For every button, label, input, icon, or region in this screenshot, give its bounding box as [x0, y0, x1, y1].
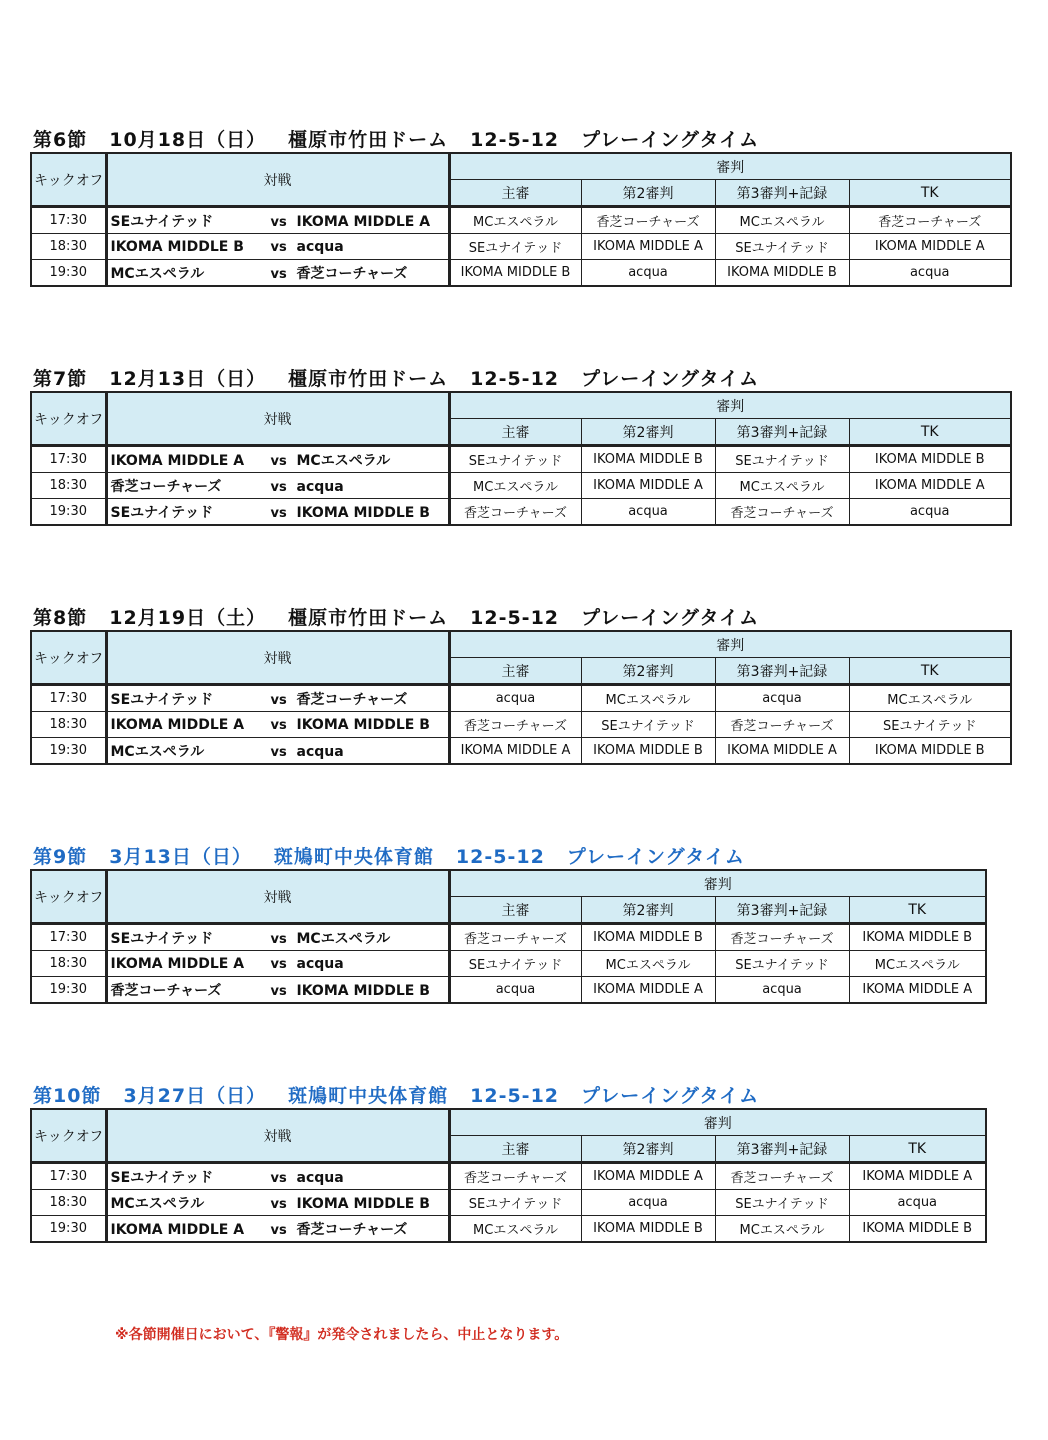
home-team: MCエスペラル: [110, 265, 205, 282]
home-team: IKOMA MIDDLE A: [110, 955, 245, 972]
kickoff-time: 18:30: [31, 951, 106, 977]
referees-header: 審判: [449, 392, 1011, 419]
kickoff-time: 19:30: [31, 1216, 106, 1243]
vs-label: vs: [270, 983, 287, 999]
table-row: [31, 446, 1011, 473]
table-row: [31, 977, 986, 1004]
tk-cell: IKOMA MIDDLE B: [849, 446, 1011, 473]
match-cell: [106, 977, 449, 1004]
second-referee: MCエスペラル: [581, 951, 715, 977]
home-team: 香芝コーチャーズ: [110, 478, 222, 495]
kickoff-time: 19:30: [31, 738, 106, 765]
vs-label: vs: [270, 505, 287, 521]
match-header: 対戦: [106, 392, 449, 446]
heading-format: 12-5-12: [470, 1085, 560, 1107]
vs-label: vs: [270, 1170, 287, 1186]
away-team: IKOMA MIDDLE B: [296, 716, 430, 733]
vs-label: vs: [270, 266, 287, 282]
second-referee: IKOMA MIDDLE A: [581, 1163, 715, 1190]
tk-cell: IKOMA MIDDLE A: [849, 977, 986, 1004]
away-team: 香芝コーチャーズ: [296, 1221, 408, 1238]
second-referee: IKOMA MIDDLE B: [581, 738, 715, 765]
chief-referee: SEユナイテッド: [449, 234, 581, 260]
tk-header: TK: [849, 180, 1011, 207]
kickoff-time: 19:30: [31, 977, 106, 1004]
table-row: [31, 260, 1011, 287]
kickoff-time: 17:30: [31, 446, 106, 473]
second-referee: 香芝コーチャーズ: [581, 207, 715, 234]
tk-cell: IKOMA MIDDLE B: [849, 924, 986, 951]
home-team: IKOMA MIDDLE A: [110, 1221, 245, 1238]
away-team: MCエスペラル: [296, 452, 391, 469]
second-referee: IKOMA MIDDLE A: [581, 473, 715, 499]
match-cell: [106, 207, 449, 234]
home-team: IKOMA MIDDLE A: [110, 716, 245, 733]
third-referee: SEユナイテッド: [715, 234, 849, 260]
away-team: MCエスペラル: [296, 930, 391, 947]
vs-label: vs: [270, 956, 287, 972]
tk-cell: SEユナイテッド: [849, 712, 1011, 738]
kickoff-time: 17:30: [31, 1163, 106, 1190]
third-referee: SEユナイテッド: [715, 1190, 849, 1216]
away-team: 香芝コーチャーズ: [296, 265, 408, 282]
match-header: 対戦: [106, 1109, 449, 1163]
match-cell: [106, 685, 449, 712]
table-row: [31, 1190, 986, 1216]
third-referee-header: 第3審判+記録: [715, 1136, 849, 1163]
second-referee-header: 第2審判: [581, 1136, 715, 1163]
third-referee: MCエスペラル: [715, 207, 849, 234]
heading-date: 12月13日（日）: [109, 368, 267, 390]
third-referee: MCエスペラル: [715, 473, 849, 499]
table-row: [31, 1163, 986, 1190]
second-referee-header: 第2審判: [581, 419, 715, 446]
vs-label: vs: [270, 744, 287, 760]
kickoff-time: 18:30: [31, 473, 106, 499]
chief-referee: IKOMA MIDDLE A: [449, 738, 581, 765]
chief-referee: acqua: [449, 685, 581, 712]
home-team: SEユナイテッド: [110, 213, 214, 230]
chief-referee: 香芝コーチャーズ: [449, 924, 581, 951]
kickoff-header: キックオフ: [31, 631, 106, 685]
chief-referee: SEユナイテッド: [449, 1190, 581, 1216]
away-team: IKOMA MIDDLE B: [296, 982, 430, 999]
match-cell: [106, 1190, 449, 1216]
away-team: acqua: [296, 1169, 344, 1186]
tk-cell: acqua: [849, 260, 1011, 287]
heading-time: プレーイングタイム: [566, 846, 745, 868]
round-heading: [33, 606, 1012, 630]
tk-cell: MCエスペラル: [849, 685, 1011, 712]
table-row: [31, 473, 1011, 499]
match-cell: [106, 499, 449, 526]
kickoff-header: キックオフ: [31, 1109, 106, 1163]
kickoff-time: 17:30: [31, 924, 106, 951]
table-row: [31, 951, 986, 977]
away-team: IKOMA MIDDLE B: [296, 1195, 430, 1212]
third-referee: IKOMA MIDDLE B: [715, 260, 849, 287]
tk-cell: IKOMA MIDDLE A: [849, 234, 1011, 260]
second-referee: IKOMA MIDDLE B: [581, 446, 715, 473]
match-cell: [106, 260, 449, 287]
third-referee-header: 第3審判+記録: [715, 180, 849, 207]
home-team: IKOMA MIDDLE A: [110, 452, 245, 469]
schedule-table: [30, 630, 1012, 765]
chief-referee: 香芝コーチャーズ: [449, 712, 581, 738]
tk-cell: 香芝コーチャーズ: [849, 207, 1011, 234]
round-section: [30, 367, 1012, 526]
match-header: 対戦: [106, 153, 449, 207]
home-team: SEユナイテッド: [110, 504, 214, 521]
chief-referee-header: 主審: [449, 419, 581, 446]
schedule-table: [30, 1108, 987, 1243]
heading-venue: 橿原市竹田ドーム: [288, 368, 449, 390]
vs-label: vs: [270, 479, 287, 495]
kickoff-time: 17:30: [31, 207, 106, 234]
chief-referee: 香芝コーチャーズ: [449, 1163, 581, 1190]
chief-referee: MCエスペラル: [449, 207, 581, 234]
chief-referee: IKOMA MIDDLE B: [449, 260, 581, 287]
heading-round: 第9節: [33, 846, 88, 868]
kickoff-time: 19:30: [31, 260, 106, 287]
heading-date: 10月18日（日）: [109, 129, 267, 151]
round-section: [30, 845, 987, 1004]
round-section: [30, 1084, 987, 1243]
away-team: acqua: [296, 955, 344, 972]
chief-referee: MCエスペラル: [449, 1216, 581, 1243]
match-cell: [106, 924, 449, 951]
chief-referee-header: 主審: [449, 180, 581, 207]
round-heading: [33, 845, 987, 869]
chief-referee: SEユナイテッド: [449, 951, 581, 977]
heading-date: 3月27日（日）: [123, 1085, 267, 1107]
kickoff-time: 17:30: [31, 685, 106, 712]
kickoff-time: 19:30: [31, 499, 106, 526]
chief-referee: 香芝コーチャーズ: [449, 499, 581, 526]
second-referee: acqua: [581, 260, 715, 287]
away-team: 香芝コーチャーズ: [296, 691, 408, 708]
chief-referee: MCエスペラル: [449, 473, 581, 499]
heading-venue: 橿原市竹田ドーム: [288, 607, 449, 629]
heading-time: プレーイングタイム: [581, 129, 760, 151]
kickoff-header: キックオフ: [31, 392, 106, 446]
table-row: [31, 712, 1011, 738]
round-heading: [33, 1084, 987, 1108]
home-team: SEユナイテッド: [110, 930, 214, 947]
away-team: acqua: [296, 743, 344, 760]
match-cell: [106, 712, 449, 738]
tk-header: TK: [849, 419, 1011, 446]
third-referee: 香芝コーチャーズ: [715, 499, 849, 526]
heading-format: 12-5-12: [470, 607, 560, 629]
tk-cell: acqua: [849, 1190, 986, 1216]
match-cell: [106, 446, 449, 473]
schedule-table: [30, 869, 987, 1004]
home-team: MCエスペラル: [110, 743, 205, 760]
second-referee: IKOMA MIDDLE A: [581, 234, 715, 260]
second-referee-header: 第2審判: [581, 180, 715, 207]
heading-round: 第6節: [33, 129, 88, 151]
second-referee-header: 第2審判: [581, 658, 715, 685]
match-cell: [106, 738, 449, 765]
third-referee: 香芝コーチャーズ: [715, 1163, 849, 1190]
kickoff-time: 18:30: [31, 1190, 106, 1216]
third-referee: acqua: [715, 977, 849, 1004]
heading-time: プレーイングタイム: [581, 607, 760, 629]
home-team: 香芝コーチャーズ: [110, 982, 222, 999]
schedule-table: [30, 391, 1012, 526]
away-team: acqua: [296, 478, 344, 495]
match-cell: [106, 473, 449, 499]
second-referee: IKOMA MIDDLE B: [581, 924, 715, 951]
home-team: IKOMA MIDDLE B: [110, 238, 244, 255]
heading-format: 12-5-12: [470, 368, 560, 390]
away-team: acqua: [296, 238, 344, 255]
table-row: [31, 924, 986, 951]
match-cell: [106, 234, 449, 260]
second-referee: SEユナイテッド: [581, 712, 715, 738]
table-row: [31, 1216, 986, 1243]
chief-referee: SEユナイテッド: [449, 446, 581, 473]
third-referee-header: 第3審判+記録: [715, 419, 849, 446]
tk-cell: IKOMA MIDDLE A: [849, 473, 1011, 499]
vs-label: vs: [270, 453, 287, 469]
round-section: [30, 606, 1012, 765]
heading-round: 第8節: [33, 607, 88, 629]
away-team: IKOMA MIDDLE B: [296, 504, 430, 521]
heading-time: プレーイングタイム: [581, 1085, 760, 1107]
tk-header: TK: [849, 1136, 986, 1163]
schedule-table: [30, 152, 1012, 287]
second-referee-header: 第2審判: [581, 897, 715, 924]
home-team: SEユナイテッド: [110, 691, 214, 708]
third-referee: SEユナイテッド: [715, 951, 849, 977]
kickoff-time: 18:30: [31, 712, 106, 738]
chief-referee: acqua: [449, 977, 581, 1004]
match-header: 対戦: [106, 631, 449, 685]
third-referee: acqua: [715, 685, 849, 712]
heading-format: 12-5-12: [470, 129, 560, 151]
referees-header: 審判: [449, 153, 1011, 180]
second-referee: acqua: [581, 1190, 715, 1216]
kickoff-time: 18:30: [31, 234, 106, 260]
heading-venue: 斑鳩町中央体育館: [288, 1085, 449, 1107]
referees-header: 審判: [449, 870, 986, 897]
tk-cell: IKOMA MIDDLE B: [849, 738, 1011, 765]
vs-label: vs: [270, 1222, 287, 1238]
vs-label: vs: [270, 692, 287, 708]
tk-cell: IKOMA MIDDLE A: [849, 1163, 986, 1190]
second-referee: IKOMA MIDDLE B: [581, 1216, 715, 1243]
kickoff-header: キックオフ: [31, 870, 106, 924]
heading-time: プレーイングタイム: [581, 368, 760, 390]
table-row: [31, 207, 1011, 234]
away-team: IKOMA MIDDLE A: [296, 213, 431, 230]
heading-date: 3月13日（日）: [109, 846, 252, 868]
second-referee: IKOMA MIDDLE A: [581, 977, 715, 1004]
third-referee: SEユナイテッド: [715, 446, 849, 473]
table-row: [31, 738, 1011, 765]
round-heading: [33, 367, 1012, 391]
vs-label: vs: [270, 931, 287, 947]
table-row: [31, 499, 1011, 526]
match-cell: [106, 1163, 449, 1190]
second-referee: acqua: [581, 499, 715, 526]
heading-format: 12-5-12: [455, 846, 545, 868]
chief-referee-header: 主審: [449, 1136, 581, 1163]
chief-referee-header: 主審: [449, 897, 581, 924]
kickoff-header: キックオフ: [31, 153, 106, 207]
tk-header: TK: [849, 658, 1011, 685]
heading-venue: 橿原市竹田ドーム: [288, 129, 449, 151]
match-cell: [106, 1216, 449, 1243]
chief-referee-header: 主審: [449, 658, 581, 685]
third-referee-header: 第3審判+記録: [715, 658, 849, 685]
home-team: SEユナイテッド: [110, 1169, 214, 1186]
heading-date: 12月19日（土）: [109, 607, 267, 629]
tk-cell: IKOMA MIDDLE B: [849, 1216, 986, 1243]
heading-venue: 斑鳩町中央体育館: [273, 846, 434, 868]
second-referee: MCエスペラル: [581, 685, 715, 712]
third-referee: 香芝コーチャーズ: [715, 924, 849, 951]
referees-header: 審判: [449, 631, 1011, 658]
referees-header: 審判: [449, 1109, 986, 1136]
tk-cell: MCエスペラル: [849, 951, 986, 977]
round-heading: [33, 128, 1012, 152]
round-section: [30, 128, 1012, 287]
table-row: [31, 685, 1011, 712]
match-header: 対戦: [106, 870, 449, 924]
vs-label: vs: [270, 214, 287, 230]
table-row: [31, 234, 1011, 260]
heading-round: 第10節: [33, 1085, 102, 1107]
third-referee: 香芝コーチャーズ: [715, 712, 849, 738]
match-cell: [106, 951, 449, 977]
vs-label: vs: [270, 1196, 287, 1212]
third-referee: IKOMA MIDDLE A: [715, 738, 849, 765]
heading-round: 第7節: [33, 368, 88, 390]
vs-label: vs: [270, 717, 287, 733]
home-team: MCエスペラル: [110, 1195, 205, 1212]
vs-label: vs: [270, 239, 287, 255]
cancellation-note: ※各節開催日において、『警報』が発令されましたら、中止となります。: [115, 1327, 569, 1343]
third-referee: MCエスペラル: [715, 1216, 849, 1243]
tk-cell: acqua: [849, 499, 1011, 526]
tk-header: TK: [849, 897, 986, 924]
third-referee-header: 第3審判+記録: [715, 897, 849, 924]
